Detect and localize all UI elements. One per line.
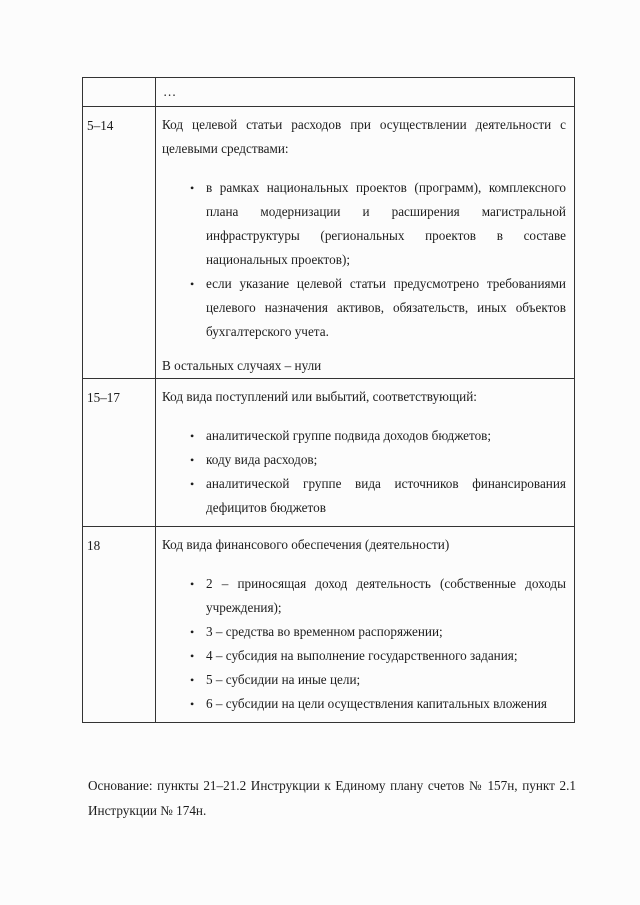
bullet-icon: • [190,649,195,663]
list-item [192,692,566,716]
list-item [192,272,566,344]
code-value: 18 [87,538,101,553]
list-item [192,572,566,620]
bullet-list [162,176,566,344]
row-heading: Код вида финансового обеспечения (деятельности) [162,537,450,552]
list-item-text: аналитической группе подвида доходов бюджетов; [206,428,492,443]
account-code-table [82,77,575,723]
list-item-text: если указание целевой статьи предусмотрено требованиями целевого назначения активов, обязательств, иных объектов бухгалтерского учета. [206,276,566,339]
bullet-icon: • [190,477,195,491]
code-value [85,78,155,85]
bullet-icon: • [190,453,195,467]
code-cell [83,527,156,723]
list-item-text: 3 – средства во временном распоряжении; [206,624,443,639]
list-item-text: 4 – субсидия на выполнение государственного задания; [206,648,518,663]
code-value: 5–14 [87,118,114,133]
bullet-list [162,424,566,520]
list-item [192,424,566,448]
bullet-icon: • [190,277,195,291]
list-item [192,472,566,520]
list-item-text: 2 – приносящая доход деятельность (собственные доходы учреждения); [206,576,566,615]
code-cell [83,78,156,107]
table-row [83,78,575,107]
row-tail-text: В остальных случаях – нули [162,358,322,373]
list-item [192,620,566,644]
code-cell [83,107,156,379]
table-row [83,527,575,723]
list-item [192,644,566,668]
ellipsis-text: … [163,84,178,99]
description-cell [156,107,575,379]
list-item-text: в рамках национальных проектов (программ), комплексного плана модернизации и расширения магистральной инфраструктуры (региональных проектов в составе национальных проектов); [206,180,566,267]
basis-footnote: Основание: пункты 21–21.2 Инструкции к Единому плану счетов № 157н, пункт 2.1 Инструкции № 174н. [88,778,576,819]
description-cell [156,379,575,527]
bullet-icon: • [190,625,195,639]
bullet-list [162,572,566,716]
table-row [83,379,575,527]
bullet-icon: • [190,181,195,195]
list-item [192,448,566,472]
row-heading: Код вида поступлений или выбытий, соответствующий: [162,389,477,404]
bullet-icon: • [190,577,195,591]
bullet-icon: • [190,429,195,443]
bullet-icon: • [190,673,195,687]
list-item-text: 5 – субсидии на иные цели; [206,672,361,687]
list-item-text: 6 – субсидии на цели осуществления капитальных вложения [206,696,547,711]
list-item [192,176,566,272]
list-item-text: коду вида расходов; [206,452,318,467]
list-item-text: аналитической группе вида источников финансирования дефицитов бюджетов [206,476,566,515]
code-value: 15–17 [87,390,120,405]
row-heading: Код целевой статьи расходов при осуществлении деятельности с целевыми средствами: [162,117,566,156]
description-cell [156,78,575,107]
description-cell [156,527,575,723]
list-item [192,668,566,692]
table-row [83,107,575,379]
bullet-icon: • [190,697,195,711]
code-cell [83,379,156,527]
